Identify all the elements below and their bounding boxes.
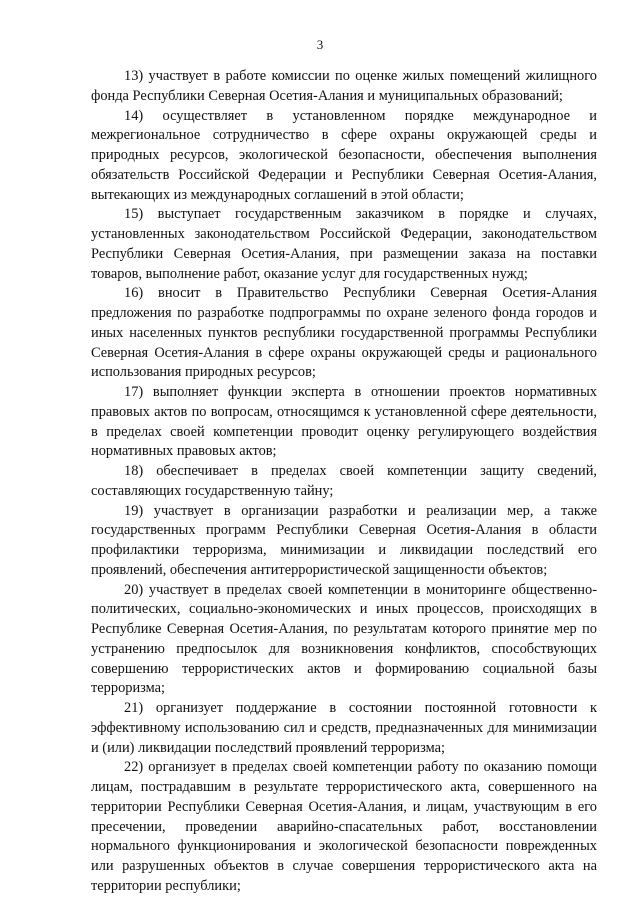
page-number: 3 bbox=[316, 37, 324, 52]
paragraph-item-15: 15) выступает государственным заказчиком в порядке и случаях, установленных законодательством Российской Федерации, законодательством Республики Северная Осетия-Алания, при размещении заказа на поставки товаров, выполнение работ, оказание услуг для государственных нужд; bbox=[91, 206, 597, 282]
paragraph-item-16: 16) вносит в Правительство Республики Северная Осетия-Алания предложения по разработке подпрограммы по охране зеленого фонда городов и иных населенных пунктов республики государственной программы Республики Северная Осетия-Алания в сфере охраны окружающей среды и рационального использования природных ресурсов; bbox=[91, 285, 597, 381]
document-body bbox=[91, 67, 597, 897]
paragraph-item-22: 22) организует в пределах своей компетенции работу по оказанию помощи лицам, пострадавшим в результате террористического акта, совершенного на территории Республики Северная Осетия-Алания, и лицам, участвующим в его пресечении, проведении аварийно-спасательных работ, восстановлении нормального функционирования и экологической безопасности поврежденных или разрушенных объектов в случае совершения террористического акта на территории республики; bbox=[91, 759, 597, 894]
paragraph-item-14: 14) осуществляет в установленном порядке международное и межрегиональное сотрудничество в сфере охраны окружающей среды и природных ресурсов, экологической безопасности, обеспечения выполнения обязательств Российской Федерации и Республики Северная Осетия-Алания, вытекающих из международных соглашений в этой области; bbox=[91, 107, 597, 203]
paragraph-item-18: 18) обеспечивает в пределах своей компетенции защиту сведений, составляющих государственную тайну; bbox=[91, 463, 597, 499]
paragraph-item-17: 17) выполняет функции эксперта в отношении проектов нормативных правовых актов по вопросам, относящимся к установленной сфере деятельности, в пределах своей компетенции проводит оценку регулирующего воздействия нормативных правовых актов; bbox=[91, 384, 597, 460]
paragraph-item-21: 21) организует поддержание в состоянии постоянной готовности к эффективному использованию сил и средств, предназначенных для минимизации и (или) ликвидации последствий проявлений терроризма; bbox=[91, 700, 597, 756]
paragraph-item-20: 20) участвует в пределах своей компетенции в мониторинге общественно-политических, социально-экономических и иных процессов, происходящих в Республике Северная Осетия-Алания, по результатам которого принятие мер по устранению предпосылок для возникновения конфликтов, способствующих совершению террористических актов и формированию социальной базы терроризма; bbox=[91, 581, 597, 697]
paragraph-item-13: 13) участвует в работе комиссии по оценке жилых помещений жилищного фонда Республики Северная Осетия-Алания и муниципальных образований; bbox=[91, 68, 597, 104]
paragraph-item-19: 19) участвует в организации разработки и реализации мер, а также государственных программ Республики Северная Осетия-Алания в области профилактики терроризма, минимизации и ликвидации последствий его проявлений, обеспечения антитеррористической защищенности объектов; bbox=[91, 502, 597, 578]
